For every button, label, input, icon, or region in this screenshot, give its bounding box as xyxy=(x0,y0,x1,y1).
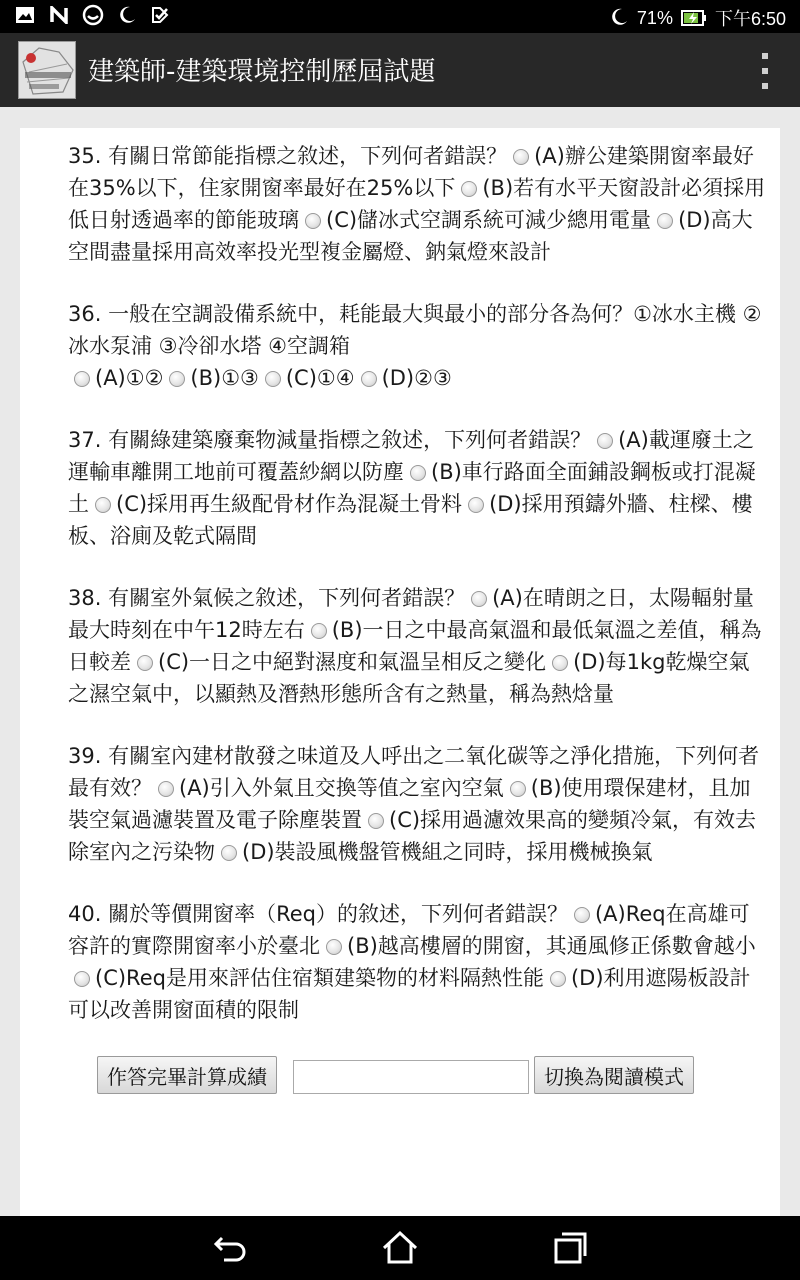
question-36 xyxy=(68,298,768,394)
radio-option-b[interactable] xyxy=(326,939,342,955)
question-stem: 38. 有關室外氣候之敘述，下列何者錯誤？ xyxy=(68,586,466,610)
question-35 xyxy=(68,140,768,268)
option-label: (B)越高樓層的開窗，其通風修正係數會越小 xyxy=(347,934,756,958)
option-label: (B)一日之中最高氣溫和最低氣溫之差值，稱為日較差 xyxy=(68,618,762,674)
option-label: (A)引入外氣且交換等值之室內空氣 xyxy=(179,776,504,800)
option-label: (C)一日之中絕對濕度和氣溫呈相反之變化 xyxy=(158,650,547,674)
option-label: (B)車行路面全面鋪設鋼板或打混凝土 xyxy=(68,460,756,516)
status-bar xyxy=(0,0,800,33)
n-icon xyxy=(48,4,70,26)
radio-option-c[interactable] xyxy=(74,971,90,987)
option-label: (A)①② xyxy=(95,366,164,390)
radio-option-d[interactable] xyxy=(657,213,673,229)
question-40 xyxy=(68,898,768,1026)
radio-option-a[interactable] xyxy=(574,907,590,923)
radio-option-c[interactable] xyxy=(265,371,281,387)
option-label: (D)高大空間盡量採用高效率投光型複金屬燈、鈉氣燈來設計 xyxy=(68,208,753,264)
radio-option-b[interactable] xyxy=(169,371,185,387)
radio-option-d[interactable] xyxy=(361,371,377,387)
question-list xyxy=(20,128,780,1216)
radio-option-a[interactable] xyxy=(158,781,174,797)
option-label: (A)Req在高雄可容許的實際開窗率小於臺北 xyxy=(68,902,750,958)
option-label: (C)採用再生級配骨材作為混凝土骨料 xyxy=(116,492,463,516)
radio-option-d[interactable] xyxy=(468,497,484,513)
question-stem: 36. 一般在空調設備系統中，耗能最大與最小的部分各為何？①冰水主機 ②冰水泵浦 ③冷卻水塔 ④空調箱 xyxy=(68,302,762,358)
question-39 xyxy=(68,740,768,868)
overflow-menu-icon[interactable] xyxy=(758,53,772,89)
face-icon xyxy=(82,4,104,26)
reading-mode-button[interactable]: 切換為閱讀模式 xyxy=(534,1056,694,1094)
radio-option-c[interactable] xyxy=(137,655,153,671)
option-label: (D)採用預鑄外牆、柱樑、樓板、浴廁及乾式隔間 xyxy=(68,492,753,548)
battery-charging-icon xyxy=(681,8,707,29)
option-label: (C)Req是用來評估住宿類建築物的材料隔熱性能 xyxy=(95,966,544,990)
option-label: (C)採用過濾效果高的變頻冷氣，有效去除室內之污染物 xyxy=(68,808,757,864)
option-label: (A)辦公建築開窗率最好在35%以下，住家開窗率最好在25%以下 xyxy=(68,144,754,200)
app-logo-icon xyxy=(18,41,76,99)
question-37 xyxy=(68,424,768,552)
option-label: (B)①③ xyxy=(190,366,259,390)
option-label: (C)儲冰式空調系統可減少總用電量 xyxy=(326,208,652,232)
radio-option-c[interactable] xyxy=(368,813,384,829)
option-label: (A)在晴朗之日，太陽輻射量最大時刻在中午12時左右 xyxy=(68,586,754,642)
radio-option-b[interactable] xyxy=(311,623,327,639)
home-icon[interactable] xyxy=(380,1228,420,1268)
radio-option-c[interactable] xyxy=(305,213,321,229)
question-38 xyxy=(68,582,768,710)
navigation-bar xyxy=(0,1216,800,1280)
score-field[interactable] xyxy=(293,1060,529,1094)
option-label: (A)載運廢土之運輸車離開工地前可覆蓋紗網以防塵 xyxy=(68,428,754,484)
moon-icon xyxy=(609,7,629,29)
radio-option-b[interactable] xyxy=(410,465,426,481)
back-icon[interactable] xyxy=(210,1228,250,1268)
option-label: (D)每1kg乾燥空氣之濕空氣中，以顯熱及潛熱形態所含有之熱量，稱為熱焓量 xyxy=(68,650,750,706)
calculate-score-button[interactable]: 作答完畢計算成績 xyxy=(97,1056,277,1094)
option-label: (B)使用環保建材，且加裝空氣過濾裝置及電子除塵裝置 xyxy=(68,776,751,832)
check-icon xyxy=(150,4,172,26)
option-label: (D)②③ xyxy=(381,366,452,390)
radio-option-a[interactable] xyxy=(74,371,90,387)
question-stem: 39. 有關室內建材散發之味道及人呼出之二氧化碳等之淨化措施，下列何者最有效？ xyxy=(68,744,760,800)
radio-option-c[interactable] xyxy=(95,497,111,513)
option-label: (D)裝設風機盤管機組之同時，採用機械換氣 xyxy=(242,840,653,864)
recents-icon[interactable] xyxy=(550,1228,590,1268)
question-stem: 40. 關於等價開窗率（Req）的敘述，下列何者錯誤？ xyxy=(68,902,568,926)
app-title: 建築師-建築環境控制歷屆試題 xyxy=(88,57,436,87)
option-label: (D)利用遮陽板設計可以改善開窗面積的限制 xyxy=(68,966,751,1022)
option-label: (C)①④ xyxy=(285,366,355,390)
option-label: (B)若有水平天窗設計必須採用低日射透過率的節能玻璃 xyxy=(68,176,766,232)
radio-option-b[interactable] xyxy=(510,781,526,797)
radio-option-a[interactable] xyxy=(513,149,529,165)
radio-option-d[interactable] xyxy=(221,845,237,861)
battery-percent: 71% xyxy=(636,7,673,28)
question-stem: 37. 有關綠建築廢棄物減量指標之敘述，下列何者錯誤？ xyxy=(68,428,592,452)
question-stem: 35. 有關日常節能指標之敘述，下列何者錯誤？ xyxy=(68,144,508,168)
app-bar xyxy=(0,33,800,107)
radio-option-d[interactable] xyxy=(552,655,568,671)
radio-option-d[interactable] xyxy=(550,971,566,987)
radio-option-a[interactable] xyxy=(471,591,487,607)
moon-icon xyxy=(116,4,138,26)
radio-option-a[interactable] xyxy=(597,433,613,449)
image-icon xyxy=(14,4,36,26)
radio-option-b[interactable] xyxy=(461,181,477,197)
clock: 下午6:50 xyxy=(714,9,786,29)
